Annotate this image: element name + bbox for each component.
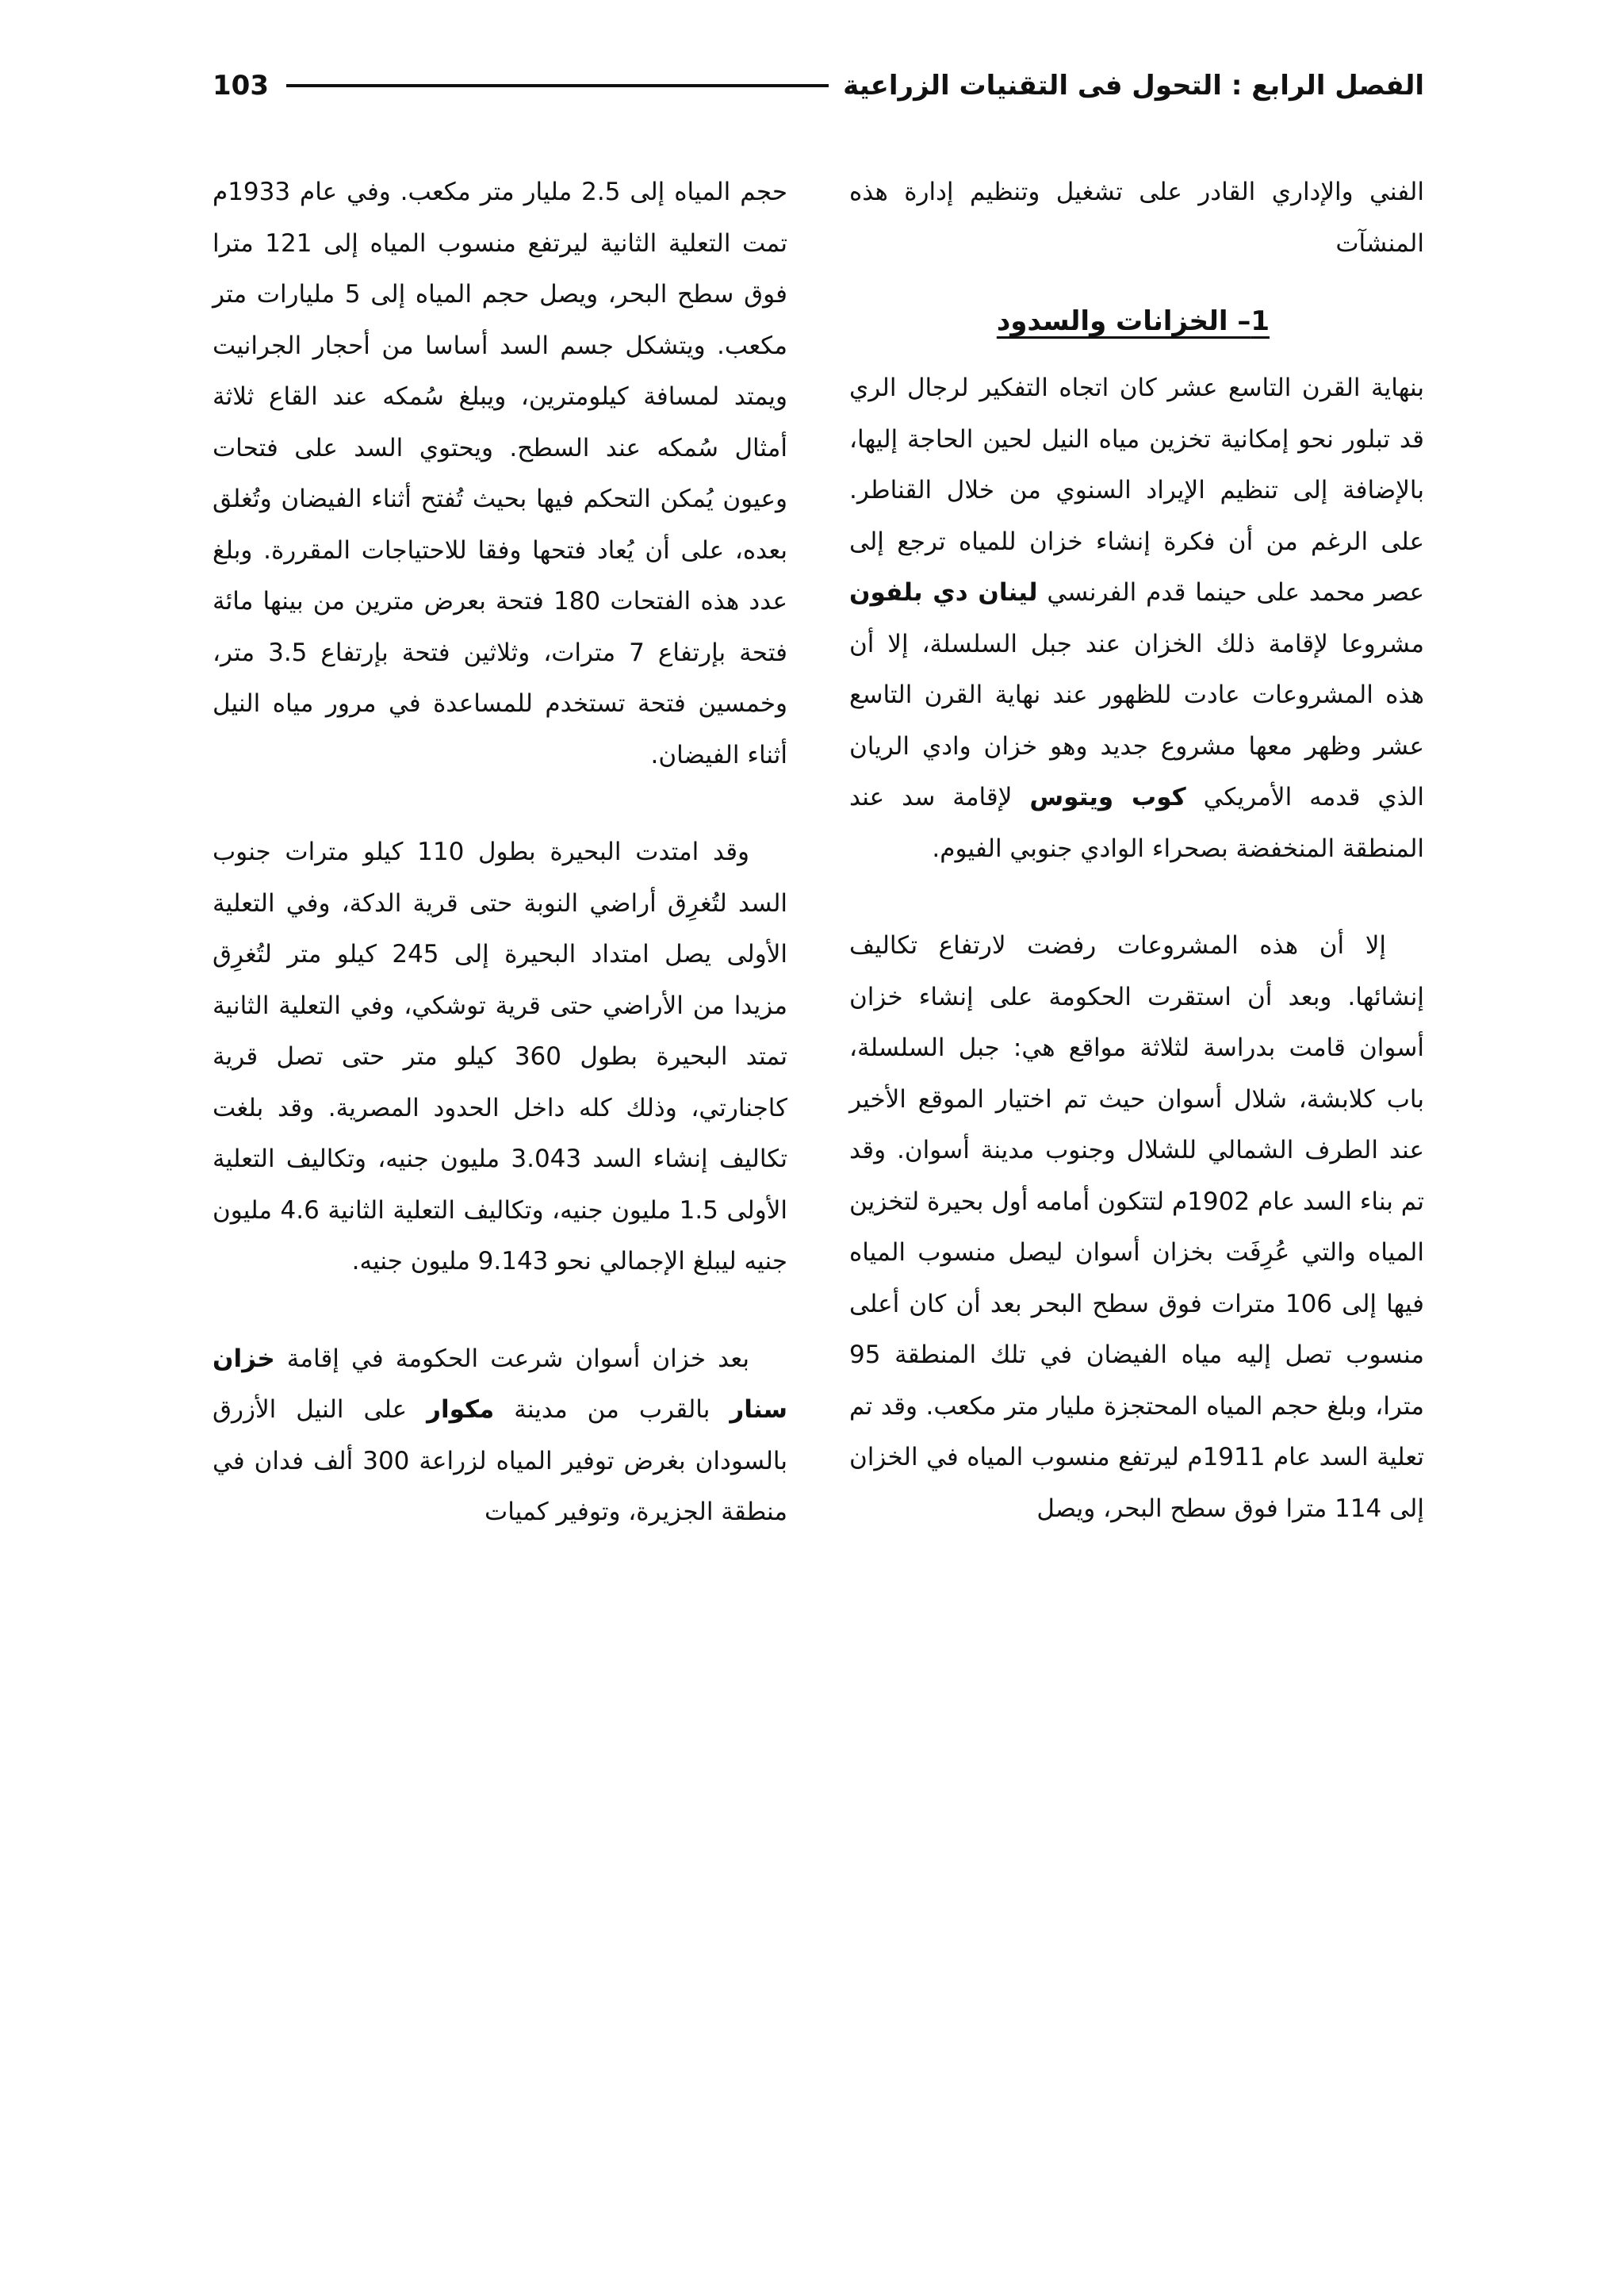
- text-run: بنهاية القرن التاسع عشر كان اتجاه التفكير لرجال الري قد تبلور نحو إمكانية تخزين مياه النيل لحين الحاجة إليها، بالإضافة إلى تنظيم الإيراد السنوي من خلال القناطر. على الرغم من أن فكرة إنشاء خزان للمياه ترجع إلى عصر محمد على حينما قدم الفرنسي: [849, 374, 1424, 607]
- bold-name: كوب ويتوس: [1029, 783, 1186, 811]
- text-run: بعد خزان أسوان شرعت الحكومة في إقامة: [274, 1344, 749, 1373]
- bold-name: لينان دي بلفون: [849, 578, 1038, 607]
- running-header: [213, 62, 1424, 109]
- text-run: على النيل الأزرق بالسودان بغرض توفير المياه لزراعة 300 ألف فدان في منطقة الجزيرة، وتوفير كميات: [213, 1395, 788, 1526]
- paragraph-gap: [849, 874, 1424, 920]
- paragraph-sennar: [213, 1333, 787, 1538]
- bold-name: خزان سنار: [213, 1344, 787, 1424]
- paragraph-gap: [213, 1287, 787, 1333]
- chapter-title: الفصل الرابع : التحول فى التقنيات الزراعية: [843, 70, 1424, 102]
- paragraph-intro: الفني والإداري القادر على تشغيل وتنظيم إدارة هذه المنشآت: [849, 178, 1424, 258]
- left-column: [213, 167, 787, 1538]
- paragraph-aswan-dam: إلا أن هذه المشروعات رفضت لارتفاع تكاليف إنشائها. وبعد أن استقرت الحكومة على إنشاء خزان أسوان قامت بدراسة لثلاثة مواقع هي: جبل السلسلة، باب كلابشة، شلال أسوان حيث تم اختيار الموقع الأخير عند الطرف الشمالي للشلال وجنوب مدينة أسوان. وقد تم بناء السد عام 1902م لتتكون أمامه أول بحيرة لتخزين المياه والتي عُرِفَت بخزان أسوان ليصل منسوب المياه فيها إلى 106 مترات فوق سطح البحر بعد أن كان أعلى منسوب تصل إليه مياه الفيضان في تلك المنطقة 95 مترا، وبلغ حجم المياه المحتجزة مليار متر مكعب. وقد تم تعلية السد عام 1911م ليرتفع منسوب المياه في الخزان إلى 114 مترا فوق سطح البحر، ويصل: [849, 931, 1425, 1523]
- page-number: 103: [213, 70, 269, 102]
- text-run: لإقامة سد عند المنطقة المنخفضة بصحراء الوادي جنوبي الفيوم.: [849, 783, 1424, 863]
- right-column: [849, 167, 1424, 1534]
- bold-name: مكوار: [427, 1395, 495, 1424]
- text-run: بالقرب من مدينة: [494, 1395, 730, 1424]
- paragraph-dam-details: حجم المياه إلى 2.5 مليار متر مكعب. وفي عام 1933م تمت التعلية الثانية ليرتفع منسوب المياه إلى 121 مترا فوق سطح البحر، ويصل حجم المياه إلى 5 مليارات متر مكعب. ويتشكل جسم السد أساسا من أحجار الجرانيت ويمتد لمسافة كيلومترين، ويبلغ سُمكه عند القاع ثلاثة أمثال سُمكه عند السطح. ويحتوي السد على فتحات وعيون يُمكن التحكم فيها بحيث تُفتح أثناء الفيضان وتُغلق بعده، على أن يُعاد فتحها وفقا للاحتياجات المقررة. وبلغ عدد هذه الفتحات 180 فتحة بعرض مترين من بينها مائة فتحة بإرتفاع 7 مترات، وثلاثين فتحة بإرتفاع 3.5 متر، وخمسين فتحة تستخدم للمساعدة في مرور مياه النيل أثناء الفيضان.: [213, 178, 787, 769]
- header-rule: [286, 84, 829, 87]
- paragraph-history: [849, 362, 1424, 874]
- paragraph-gap: [213, 781, 787, 827]
- paragraph-lake: وقد امتدت البحيرة بطول 110 كيلو مترات جنوب السد لتُغرِق أراضي النوبة حتى قرية الدكة، وفي التعلية الأولى يصل امتداد البحيرة إلى 245 كيلو متر لتُغرِق مزيدا من الأراضي حتى قرية توشكي، وفي التعلية الثانية تمتد البحيرة بطول 360 كيلو متر حتى تصل قرية كاجنارتي، وذلك كله داخل الحدود المصرية. وقد بلغت تكاليف إنشاء السد 3.043 مليون جنيه، وتكاليف التعلية الأولى 1.5 مليون جنيه، وتكاليف التعلية الثانية 4.6 مليون جنيه ليبلغ الإجمالي نحو 9.143 مليون جنيه.: [213, 838, 788, 1275]
- text-run: مشروعا لإقامة ذلك الخزان عند جبل السلسلة، إلا أن هذه المشروعات عادت للظهور عند نهاية القرن التاسع عشر وظهر معها مشروع جديد وهو خزان وادي الريان الذي قدمه الأمريكي: [849, 629, 1425, 811]
- section-heading: 1– الخزانات والسدود: [996, 305, 1270, 337]
